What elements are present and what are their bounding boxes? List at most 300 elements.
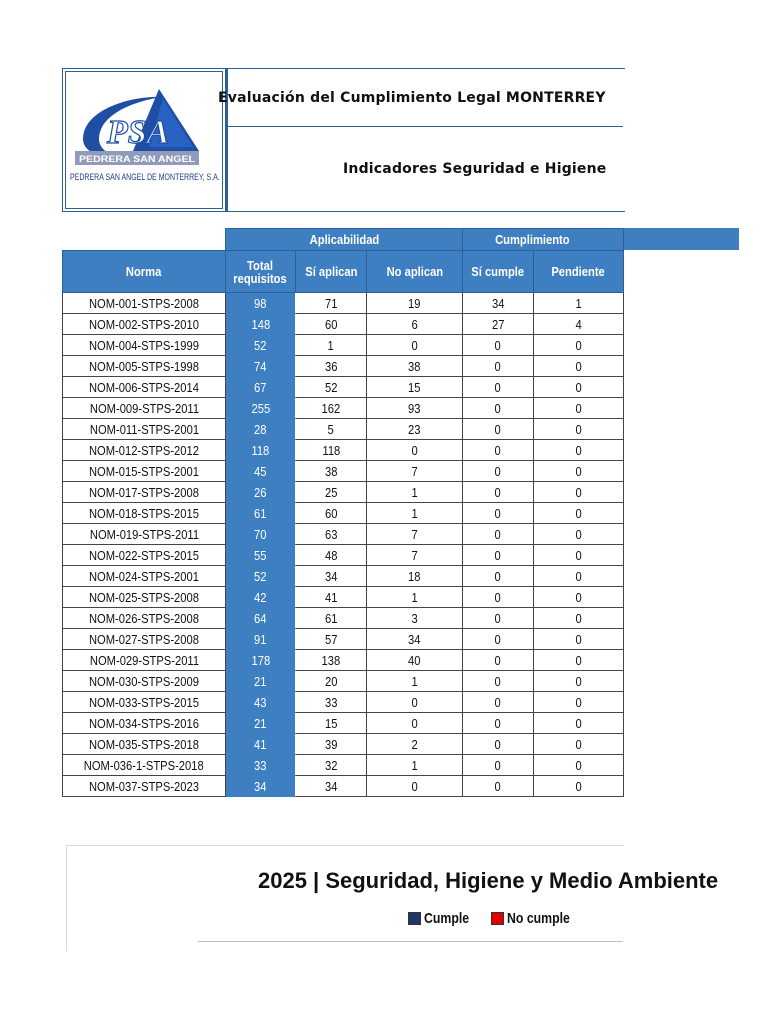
cell-total-requisitos-value: 255 (251, 400, 270, 416)
cell-norma (63, 293, 226, 314)
cell-si-aplican-value: 15 (324, 715, 338, 731)
cell-norma-value: NOM-034-STPS-2016 (88, 715, 199, 731)
cell-no-aplican-value: 0 (411, 715, 418, 731)
cell-si-aplican (296, 377, 367, 398)
cell-total-requisitos-value: 26 (254, 484, 267, 500)
group-header-cumplimiento (463, 229, 624, 251)
cell-total-requisitos-value: 67 (254, 379, 267, 395)
cell-si-aplican (296, 398, 367, 419)
cell-norma-value: NOM-004-STPS-1999 (88, 337, 199, 353)
logo-wordmark: PEDRERA SAN ANGEL (79, 154, 196, 165)
table-row (63, 482, 624, 503)
cell-total-requisitos (226, 377, 296, 398)
cell-no-aplican-value: 1 (411, 673, 418, 689)
cell-norma (63, 314, 226, 335)
cell-si-aplican (296, 734, 367, 755)
table-row (63, 629, 624, 650)
cell-no-aplican (367, 566, 463, 587)
cell-si-cumple-value: 0 (494, 778, 502, 794)
cell-si-cumple-value: 0 (494, 589, 502, 605)
cell-no-aplican-value: 15 (408, 379, 421, 395)
cell-total-requisitos-value: 34 (254, 778, 267, 794)
cell-si-aplican (296, 545, 367, 566)
cell-si-cumple-value: 0 (494, 484, 502, 500)
cell-si-cumple (463, 650, 534, 671)
cell-no-aplican (367, 335, 463, 356)
table-row (63, 650, 624, 671)
cell-no-aplican-value: 0 (411, 694, 418, 710)
cell-no-aplican-value: 1 (411, 505, 418, 521)
table-row (63, 419, 624, 440)
cell-no-aplican-value: 0 (411, 442, 418, 458)
cell-si-cumple-value: 0 (494, 421, 502, 437)
cell-si-cumple (463, 440, 534, 461)
table-row (63, 503, 624, 524)
cell-si-cumple-value: 0 (494, 379, 502, 395)
cell-pendiente (534, 314, 624, 335)
column-header-label: Sí aplican (304, 264, 358, 279)
cell-no-aplican-value: 38 (408, 358, 421, 374)
cell-total-requisitos (226, 461, 296, 482)
cell-norma (63, 377, 226, 398)
cell-pendiente (534, 713, 624, 734)
column-header-no-aplican (367, 251, 463, 293)
cell-si-aplican-value: 63 (324, 526, 338, 542)
table-row (63, 566, 624, 587)
cell-si-cumple (463, 503, 534, 524)
table-row (63, 776, 624, 797)
cell-pendiente-value: 0 (575, 610, 582, 626)
cell-si-aplican (296, 608, 367, 629)
cell-total-requisitos-value: 45 (254, 463, 267, 479)
cell-pendiente (534, 503, 624, 524)
cell-pendiente-value: 0 (575, 631, 582, 647)
group-header-cumplimiento-label: Cumplimiento (495, 232, 570, 247)
cell-si-aplican-value: 138 (321, 652, 341, 668)
cell-pendiente (534, 377, 624, 398)
cell-total-requisitos (226, 671, 296, 692)
cell-si-cumple-value: 0 (494, 463, 502, 479)
cell-si-aplican (296, 314, 367, 335)
cell-no-aplican-value: 0 (411, 778, 418, 794)
cell-pendiente-value: 0 (575, 673, 582, 689)
cell-si-cumple-value: 0 (494, 358, 502, 374)
logo-caption: PEDRERA SAN ANGEL DE MONTERREY, S.A. (70, 172, 220, 182)
cell-si-cumple (463, 734, 534, 755)
cell-si-cumple (463, 755, 534, 776)
cell-si-aplican (296, 566, 367, 587)
cell-norma (63, 734, 226, 755)
cell-norma (63, 755, 226, 776)
cell-no-aplican (367, 545, 463, 566)
cell-no-aplican (367, 755, 463, 776)
cell-pendiente (534, 419, 624, 440)
cell-norma-value: NOM-033-STPS-2015 (88, 694, 199, 710)
cell-pendiente (534, 671, 624, 692)
cell-pendiente-value: 0 (575, 421, 582, 437)
cell-total-requisitos-value: 64 (254, 610, 267, 626)
cell-no-aplican (367, 692, 463, 713)
cell-norma-value: NOM-035-STPS-2018 (88, 736, 199, 752)
group-header-aplicabilidad-label: Aplicabilidad (309, 232, 379, 247)
table-row (63, 587, 624, 608)
logo-cell (62, 68, 226, 212)
table-row (63, 692, 624, 713)
cell-si-cumple (463, 608, 534, 629)
cell-no-aplican (367, 608, 463, 629)
cell-pendiente-value: 0 (575, 715, 582, 731)
cell-pendiente (534, 335, 624, 356)
cell-no-aplican-value: 7 (411, 526, 418, 542)
cell-no-aplican-value: 34 (408, 631, 421, 647)
cell-total-requisitos (226, 524, 296, 545)
cell-si-aplican-value: 162 (321, 400, 341, 416)
cell-si-cumple (463, 419, 534, 440)
cell-si-aplican-value: 36 (324, 358, 338, 374)
cell-pendiente (534, 545, 624, 566)
column-header-label: Total requisitos (233, 257, 287, 286)
cell-pendiente-value: 0 (575, 484, 582, 500)
cell-pendiente (534, 755, 624, 776)
cell-norma (63, 629, 226, 650)
cell-si-aplican (296, 356, 367, 377)
cell-norma-value: NOM-005-STPS-1998 (88, 358, 199, 374)
cell-norma-value: NOM-006-STPS-2014 (88, 379, 199, 395)
cell-si-aplican (296, 335, 367, 356)
table-row (63, 755, 624, 776)
cell-norma (63, 524, 226, 545)
cell-pendiente-value: 0 (575, 505, 582, 521)
cell-norma-value: NOM-030-STPS-2009 (88, 673, 199, 689)
cell-no-aplican (367, 629, 463, 650)
table-row (63, 314, 624, 335)
cell-pendiente (534, 776, 624, 797)
column-header-label: Norma (126, 264, 162, 279)
cell-si-aplican (296, 587, 367, 608)
cell-total-requisitos (226, 398, 296, 419)
cell-no-aplican (367, 524, 463, 545)
chart-title: 2025 | Seguridad, Higiene y Medio Ambiente (258, 868, 719, 893)
cell-si-cumple-value: 0 (494, 505, 502, 521)
column-header-si-cumple (463, 251, 534, 293)
table-row (63, 713, 624, 734)
chart-panel (66, 845, 719, 951)
cell-pendiente (534, 440, 624, 461)
cell-no-aplican-value: 1 (411, 757, 418, 773)
cell-si-aplican (296, 692, 367, 713)
cell-si-cumple-value: 0 (494, 694, 502, 710)
cell-si-cumple-value: 0 (494, 568, 502, 584)
cell-si-aplican (296, 713, 367, 734)
cell-no-aplican (367, 356, 463, 377)
cell-si-aplican-value: 20 (324, 673, 338, 689)
cell-pendiente-value: 0 (575, 547, 582, 563)
cell-norma-value: NOM-025-STPS-2008 (88, 589, 199, 605)
cell-norma (63, 776, 226, 797)
cell-si-aplican (296, 650, 367, 671)
chart-legend (408, 910, 592, 929)
table-row (63, 524, 624, 545)
table-row (63, 440, 624, 461)
cell-norma-value: NOM-001-STPS-2008 (88, 295, 199, 311)
table-row (63, 671, 624, 692)
cell-si-cumple (463, 587, 534, 608)
cell-norma (63, 440, 226, 461)
cell-norma-value: NOM-009-STPS-2011 (89, 400, 199, 416)
cell-norma (63, 608, 226, 629)
cell-norma (63, 650, 226, 671)
cell-no-aplican (367, 650, 463, 671)
indicators-table-wrapper (62, 228, 623, 797)
cell-total-requisitos-value: 42 (254, 589, 267, 605)
indicators-table (62, 228, 624, 797)
cell-no-aplican-value: 6 (411, 316, 418, 332)
cell-total-requisitos-value: 21 (254, 673, 267, 689)
column-header-pendiente (534, 251, 624, 293)
cell-si-aplican (296, 440, 367, 461)
cell-si-aplican-value: 33 (324, 694, 338, 710)
cell-total-requisitos (226, 482, 296, 503)
cell-total-requisitos-value: 43 (254, 694, 267, 710)
cell-pendiente-value: 0 (575, 463, 582, 479)
cell-norma (63, 713, 226, 734)
table-body (63, 293, 624, 797)
cell-norma-value: NOM-018-STPS-2015 (88, 505, 199, 521)
cell-pendiente-value: 0 (575, 757, 582, 773)
cell-si-cumple (463, 461, 534, 482)
cell-no-aplican (367, 398, 463, 419)
legend-label-no-cumple: No cumple (507, 910, 571, 927)
cell-si-aplican (296, 671, 367, 692)
cell-pendiente-value: 0 (575, 526, 582, 542)
cell-si-aplican-value: 57 (324, 631, 338, 647)
cell-no-aplican (367, 713, 463, 734)
cell-total-requisitos (226, 293, 296, 314)
logo-monogram: PSA (107, 114, 170, 151)
cell-norma-value: NOM-002-STPS-2010 (88, 316, 199, 332)
cell-total-requisitos (226, 692, 296, 713)
cell-si-aplican-value: 48 (324, 547, 338, 563)
cell-total-requisitos (226, 713, 296, 734)
cell-si-cumple-value: 0 (494, 610, 502, 626)
cell-si-aplican-value: 34 (324, 778, 338, 794)
cell-no-aplican-value: 18 (408, 568, 421, 584)
cell-si-aplican (296, 461, 367, 482)
column-header-label: Pendiente (551, 264, 606, 279)
cell-si-cumple-value: 0 (494, 652, 502, 668)
cell-no-aplican (367, 293, 463, 314)
cell-pendiente-value: 0 (575, 337, 582, 353)
column-header-label: No aplican (386, 264, 443, 279)
cell-norma-value: NOM-029-STPS-2011 (89, 652, 199, 668)
cell-total-requisitos (226, 587, 296, 608)
cell-si-cumple (463, 545, 534, 566)
cell-norma (63, 419, 226, 440)
cell-si-cumple (463, 356, 534, 377)
cell-pendiente-value: 1 (575, 295, 582, 311)
legend-item-no-cumple (491, 910, 584, 927)
cell-no-aplican-value: 7 (411, 547, 418, 563)
column-header-row (63, 251, 624, 293)
column-header-si-aplican (296, 251, 367, 293)
cell-si-cumple-value: 0 (494, 526, 502, 542)
cell-total-requisitos (226, 629, 296, 650)
cell-total-requisitos-value: 33 (254, 757, 267, 773)
cell-no-aplican-value: 40 (408, 652, 421, 668)
cell-si-cumple (463, 524, 534, 545)
group-header-aplicabilidad (226, 229, 463, 251)
cell-si-cumple (463, 377, 534, 398)
cell-norma (63, 566, 226, 587)
cell-total-requisitos (226, 503, 296, 524)
cell-norma-value: NOM-022-STPS-2015 (88, 547, 199, 563)
cell-si-cumple-value: 0 (494, 715, 502, 731)
cell-si-cumple (463, 293, 534, 314)
cell-total-requisitos-value: 41 (254, 736, 267, 752)
cell-si-cumple-value: 0 (494, 736, 502, 752)
cell-no-aplican (367, 734, 463, 755)
cell-no-aplican-value: 2 (411, 736, 418, 752)
cell-si-aplican-value: 32 (324, 757, 338, 773)
cell-no-aplican (367, 776, 463, 797)
cell-si-aplican (296, 482, 367, 503)
cell-pendiente (534, 293, 624, 314)
cell-pendiente-value: 0 (575, 568, 582, 584)
cell-total-requisitos (226, 734, 296, 755)
cell-norma (63, 692, 226, 713)
cell-pendiente (534, 482, 624, 503)
cell-no-aplican-value: 0 (411, 337, 418, 353)
cell-no-aplican-value: 1 (411, 484, 418, 500)
cell-si-aplican-value: 60 (324, 316, 338, 332)
cell-no-aplican (367, 671, 463, 692)
cell-si-cumple-value: 0 (494, 631, 502, 647)
cell-no-aplican-value: 1 (411, 589, 418, 605)
legend-swatch-cumple (408, 912, 421, 925)
cell-si-cumple-value: 0 (494, 400, 502, 416)
cell-pendiente-value: 0 (575, 589, 582, 605)
cell-pendiente-value: 0 (575, 400, 582, 416)
cell-total-requisitos-value: 28 (254, 421, 267, 437)
cell-total-requisitos-value: 91 (254, 631, 267, 647)
cell-si-aplican (296, 776, 367, 797)
cell-norma (63, 482, 226, 503)
cell-si-aplican (296, 503, 367, 524)
cell-si-cumple (463, 314, 534, 335)
cell-si-aplican-value: 34 (324, 568, 338, 584)
cell-pendiente-value: 0 (575, 778, 582, 794)
cell-pendiente (534, 398, 624, 419)
group-header-row (63, 229, 624, 251)
cell-si-aplican (296, 419, 367, 440)
cell-pendiente (534, 524, 624, 545)
cell-no-aplican-value: 7 (411, 463, 418, 479)
cell-total-requisitos-value: 55 (254, 547, 267, 563)
cell-si-aplican-value: 71 (324, 295, 338, 311)
cell-pendiente (534, 629, 624, 650)
table-row (63, 608, 624, 629)
cell-total-requisitos (226, 440, 296, 461)
cell-norma (63, 398, 226, 419)
cell-si-aplican-value: 25 (324, 484, 338, 500)
cell-pendiente-value: 4 (575, 316, 582, 332)
table-row (63, 461, 624, 482)
cell-si-cumple (463, 482, 534, 503)
cell-si-cumple (463, 629, 534, 650)
cell-si-aplican-value: 39 (324, 736, 338, 752)
cell-pendiente-value: 0 (575, 358, 582, 374)
cell-norma-value: NOM-019-STPS-2011 (89, 526, 199, 542)
cell-si-cumple (463, 566, 534, 587)
cell-total-requisitos-value: 21 (254, 715, 267, 731)
cell-no-aplican (367, 482, 463, 503)
cell-norma-value: NOM-017-STPS-2008 (88, 484, 199, 500)
table-row (63, 335, 624, 356)
cell-no-aplican (367, 461, 463, 482)
cell-total-requisitos (226, 776, 296, 797)
cell-no-aplican-value: 23 (408, 421, 421, 437)
cell-norma-value: NOM-024-STPS-2001 (88, 568, 199, 584)
column-header-label: Sí cumple (471, 264, 525, 279)
table-row (63, 398, 624, 419)
cell-norma (63, 587, 226, 608)
cell-total-requisitos (226, 419, 296, 440)
cell-si-cumple (463, 335, 534, 356)
cell-si-aplican-value: 61 (324, 610, 338, 626)
cell-si-aplican-value: 118 (322, 442, 340, 458)
cell-total-requisitos-value: 52 (254, 337, 267, 353)
cell-no-aplican-value: 19 (408, 295, 421, 311)
cell-si-aplican (296, 524, 367, 545)
cell-pendiente-value: 0 (575, 736, 582, 752)
chart-axis-line (198, 941, 623, 942)
table-row (63, 377, 624, 398)
cell-no-aplican-value: 3 (411, 610, 418, 626)
cell-norma (63, 671, 226, 692)
cell-norma (63, 461, 226, 482)
cell-total-requisitos (226, 335, 296, 356)
table-row (63, 545, 624, 566)
title-divider (226, 126, 623, 127)
cell-no-aplican (367, 377, 463, 398)
cell-norma-value: NOM-037-STPS-2023 (88, 778, 199, 794)
cell-pendiente (534, 608, 624, 629)
cell-pendiente (534, 461, 624, 482)
cell-si-aplican-value: 60 (324, 505, 338, 521)
cell-total-requisitos (226, 650, 296, 671)
cell-pendiente (534, 650, 624, 671)
cell-pendiente-value: 0 (575, 652, 582, 668)
cell-total-requisitos (226, 314, 296, 335)
cell-si-aplican (296, 293, 367, 314)
cell-si-aplican (296, 755, 367, 776)
legend-item-cumple (408, 910, 479, 927)
cell-si-aplican-value: 5 (327, 421, 335, 437)
cell-si-cumple (463, 692, 534, 713)
cell-norma-value: NOM-011-STPS-2001 (89, 421, 199, 437)
cell-total-requisitos-value: 74 (254, 358, 267, 374)
cell-pendiente (534, 587, 624, 608)
cell-si-cumple-value: 0 (494, 547, 502, 563)
table-row (63, 356, 624, 377)
cell-norma (63, 545, 226, 566)
legend-swatch-no-cumple (491, 912, 504, 925)
cell-no-aplican-value: 93 (408, 400, 421, 416)
cell-pendiente-value: 0 (575, 694, 582, 710)
cell-total-requisitos-value: 118 (251, 442, 270, 458)
legend-label-cumple: Cumple (424, 910, 470, 927)
cell-no-aplican (367, 503, 463, 524)
